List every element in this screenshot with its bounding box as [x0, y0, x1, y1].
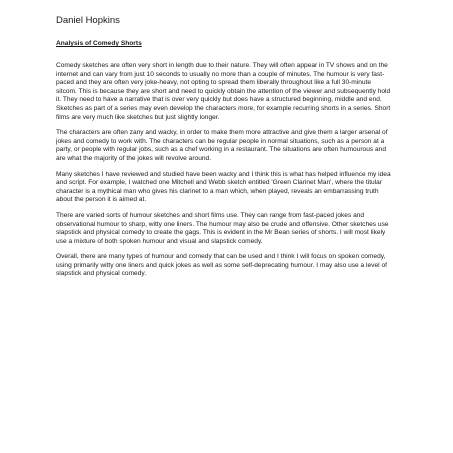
- paragraph-influences: Many sketches I have reviewed and studied have been wacky and I think this is what has helped influence my idea and script. For example, I watched one Mitchell and Webb sketch entitled 'Green Clarinet Man', where the titular character is a mythical man who gives his clarinet to a man which, when played, reveals an embarrassing truth about the person it is aimed at.: [56, 170, 391, 204]
- author-name: Daniel Hopkins: [56, 15, 120, 26]
- document-body: [56, 62, 392, 286]
- paragraph-conclusion: Overall, there are many types of humour and comedy that can be used and I think I will focus on spoken comedy, using primarily witty one liners and quick jokes as well as some self-deprecating humour. I may also use a level of slapstick and physical comedy.: [56, 253, 387, 278]
- paragraph-sketch-length: Comedy sketches are often very short in length due to their nature. They will often appear in TV shows and on the internet and can vary from just 10 seconds to usually no more than a couple of minutes. The humour is very fast-paced and they are often very joke-heavy, not opting to spread them liberally throughout like a full 30-minute sitcom. This is because they are short and need to quickly obtain the attention of the viewer and subsequently hold it. They need to have a narrative that is over very quickly but does have a structured beginning, middle and end. Sketches as part of a series may even develop the characters more, for example recurring shorts in a series. Short films are very much like sketches but just slightly longer.: [56, 62, 391, 121]
- paragraph-characters: The characters are often zany and wacky, in order to make them more attractive and give them a larger arsenal of jokes and comedy to work with. The characters can be regular people in normal situations, such as a person at a party, or people with regular jobs, such as a chef working in a restaurant. The situations are often humourous and are what the majority of the jokes will revolve around.: [56, 129, 388, 162]
- paragraph-humour-types: There are varied sorts of humour sketches and short films use. They can range from fast-paced jokes and observational humour to sharp, witty one liners. The humour may also be crude and offensive. Other sketches use slapstick and physical comedy to create the gags. This is evident in the Mr Bean series of shorts. I will most likely use a mixture of both spoken humour and visual and slapstick comedy.: [56, 211, 389, 245]
- document-heading: Analysis of Comedy Shorts: [56, 40, 142, 47]
